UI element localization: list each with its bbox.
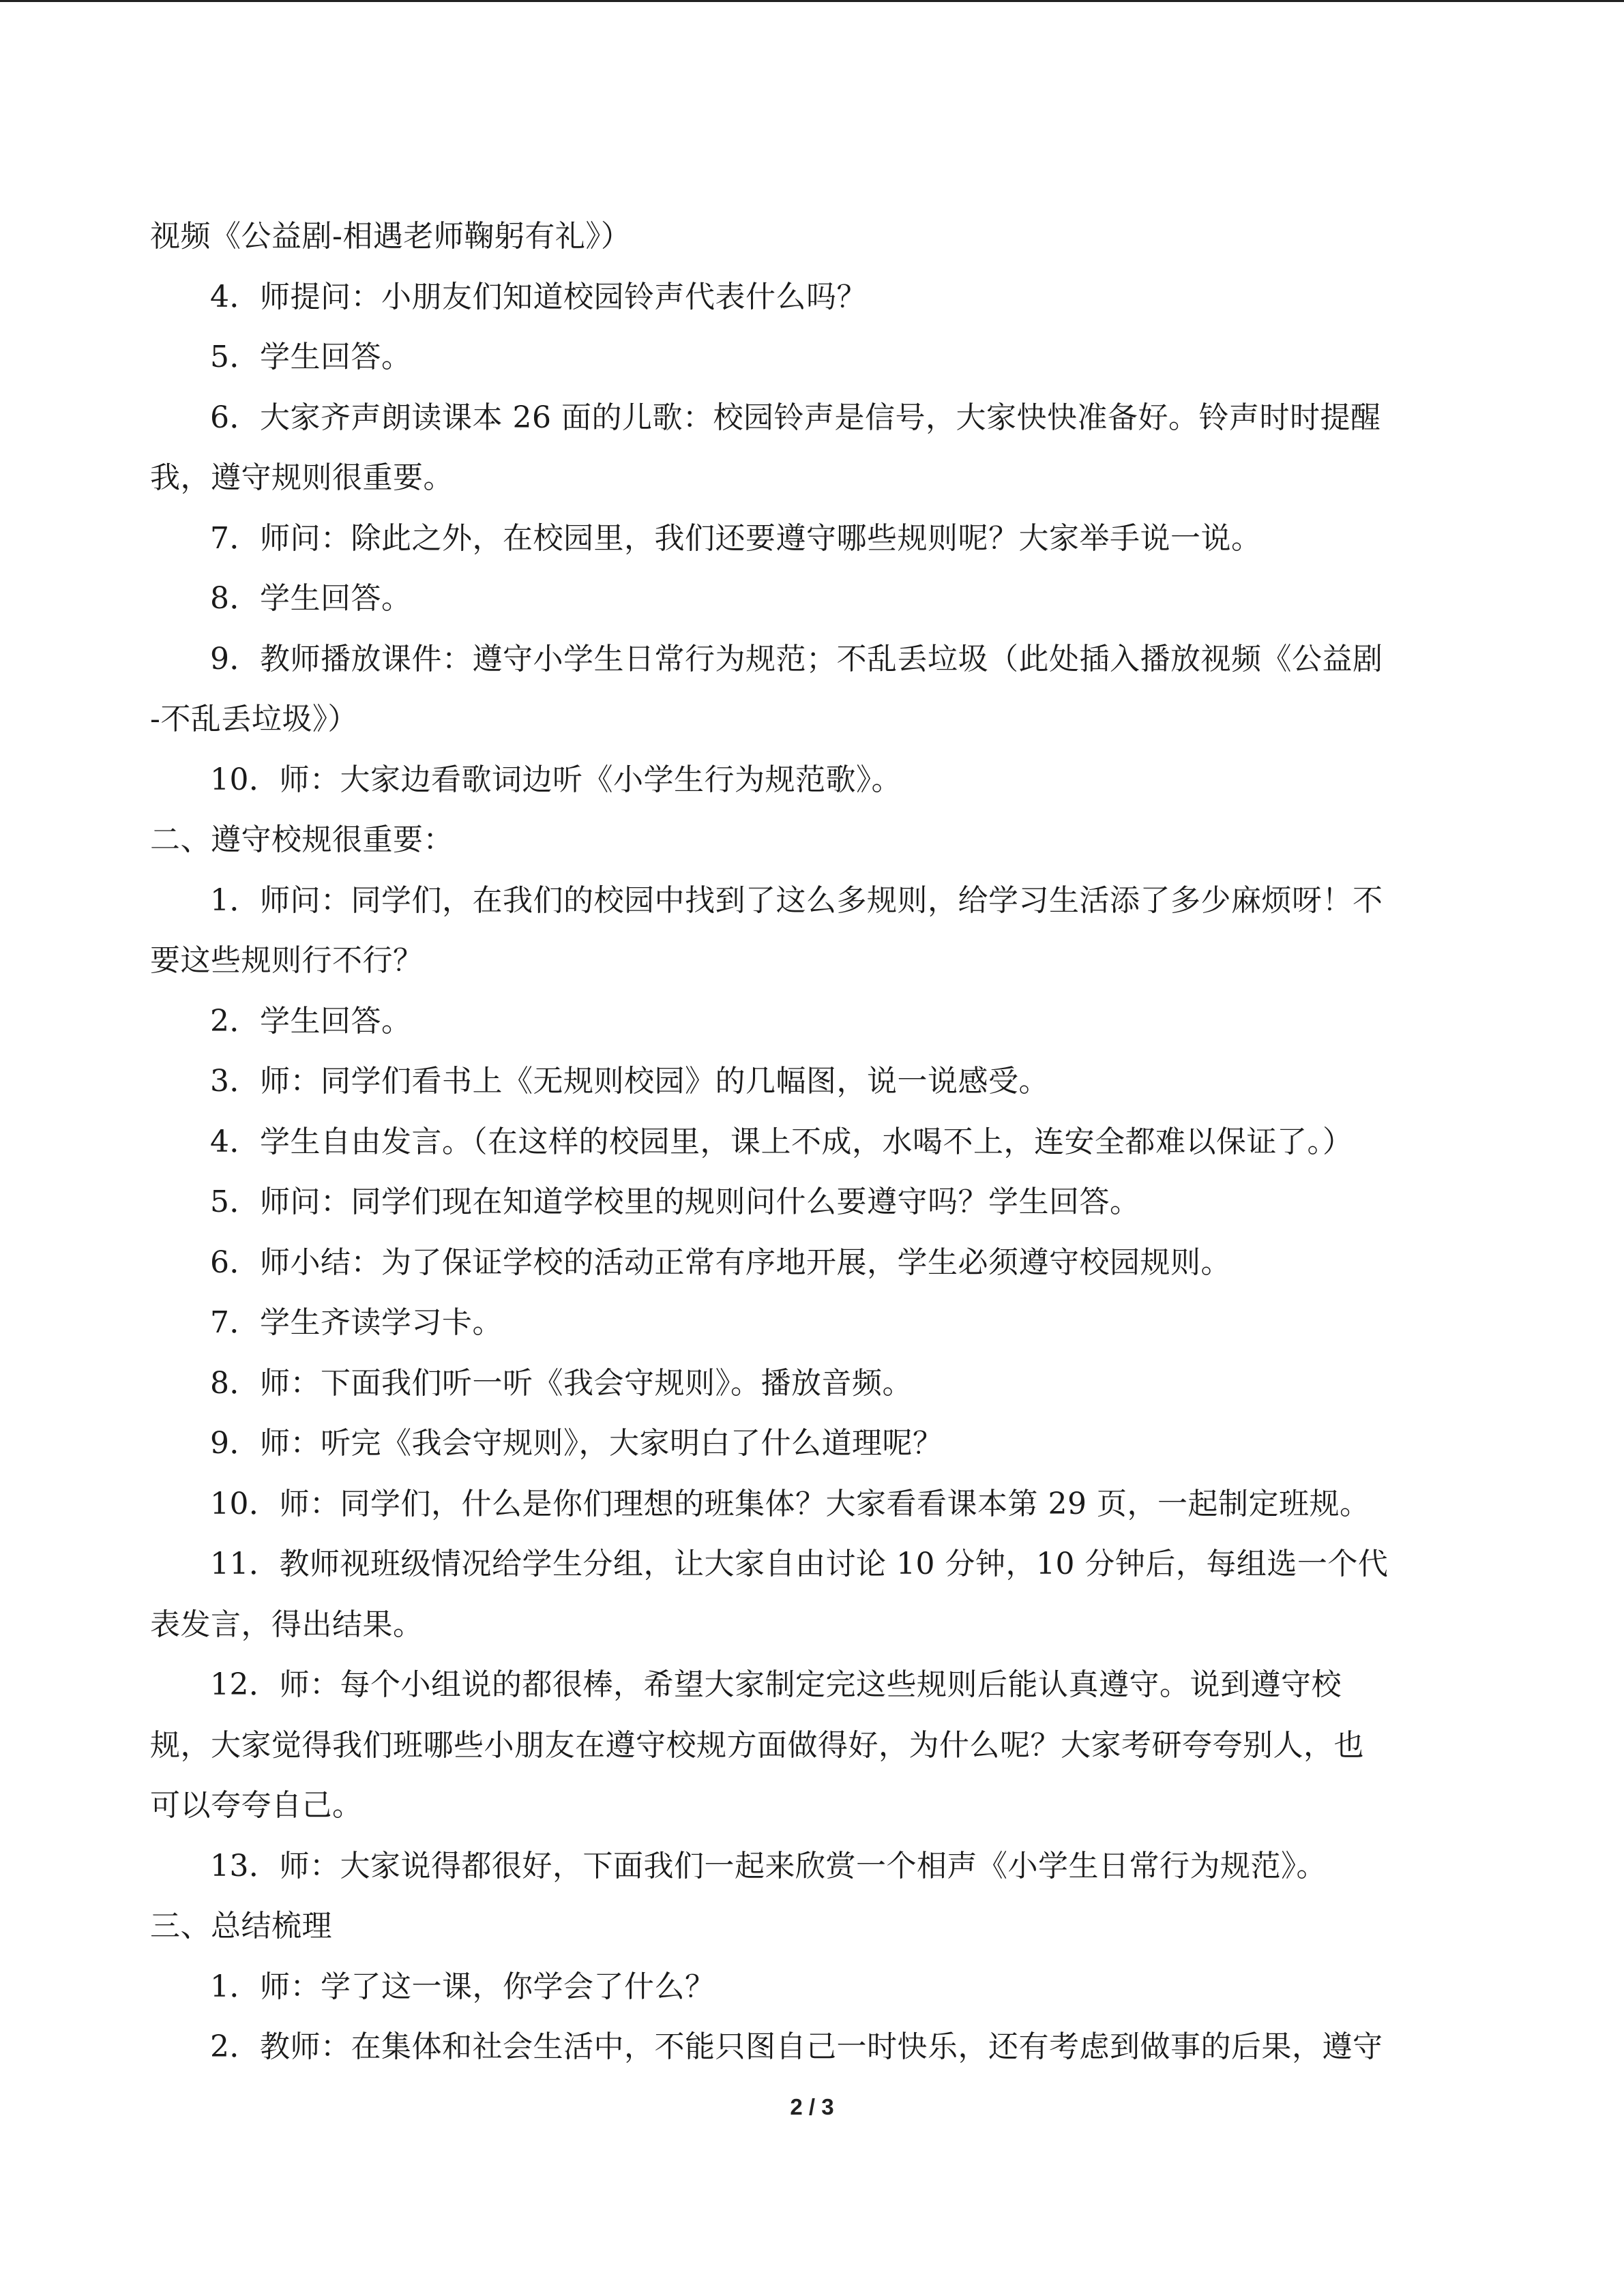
page-number: 2 / 3 — [790, 2094, 834, 2119]
text-line: 8．师：下面我们听一听《我会守规则》。播放音频。 — [210, 1365, 913, 1401]
text-line: -不乱丢垃圾》） — [150, 702, 358, 736]
text-line: 1．师问：同学们，在我们的校园中找到了这么多规则，给学习生活添了多少麻烦呀！不 — [210, 882, 1383, 918]
text-line: 8．学生回答。 — [210, 581, 412, 616]
text-line: 4．师提问：小朋友们知道校园铃声代表什么吗？ — [210, 279, 867, 314]
document-body — [150, 207, 1477, 2078]
text-line: 要这些规则行不行？ — [150, 943, 424, 978]
text-line: 5．学生回答。 — [210, 340, 412, 374]
text-line: 10．师：同学们，什么是你们理想的班集体？大家看看课本第 29 页，一起制定班规。 — [210, 1486, 1370, 1521]
text-line: 3．师：同学们看书上《无规则校园》的几幅图，说一说感受。 — [210, 1064, 1049, 1099]
text-line: 13．师：大家说得都很好，下面我们一起来欣赏一个相声《小学生日常行为规范》。 — [210, 1848, 1327, 1883]
text-line: 6．大家齐声朗读课本 26 面的儿歌：校园铃声是信号，大家快快准备好。铃声时时提醒 — [210, 400, 1381, 435]
text-line: 规，大家觉得我们班哪些小朋友在遵守校规方面做得好，为什么呢？大家考研夸夸别人，也 — [150, 1727, 1364, 1763]
text-line: 可以夸夸自己。 — [150, 1788, 363, 1823]
text-line: 我，遵守规则很重要。 — [150, 460, 454, 495]
text-line: 11．教师视班级情况给学生分组，让大家自由讨论 10 分钟，10 分钟后，每组选一个代 — [210, 1547, 1389, 1581]
text-line: 7．学生齐读学习卡。 — [210, 1305, 503, 1340]
text-line: 9．教师播放课件：遵守小学生日常行为规范；不乱丢垃圾（此处插入播放视频《公益剧 — [210, 641, 1383, 676]
text-line: 1．师：学了这一课，你学会了什么？ — [210, 1969, 715, 2004]
text-line: 7．师问：除此之外，在校园里，我们还要遵守哪些规则呢？大家举手说一说。 — [210, 520, 1262, 556]
text-line: 4．学生自由发言。（在这样的校园里，课上不成，水喝不上，连安全都难以保证了。） — [210, 1124, 1353, 1159]
text-line: 表发言，得出结果。 — [150, 1607, 424, 1642]
text-line: 三、总结梳理 — [150, 1909, 332, 1943]
text-line: 10．师：大家边看歌词边听《小学生行为规范歌》。 — [210, 762, 902, 797]
text-line: 12．师：每个小组说的都很棒，希望大家制定完这些规则后能认真遵守。说到遵守校 — [210, 1667, 1342, 1702]
text-line: 2．教师：在集体和社会生活中，不能只图自己一时快乐，还有考虑到做事的后果，遵守 — [210, 2029, 1383, 2064]
text-line: 视频《公益剧-相遇老师鞠躬有礼》） — [150, 219, 632, 254]
text-line: 9．师：听完《我会守规则》，大家明白了什么道理呢？ — [210, 1426, 943, 1461]
text-line: 6．师小结：为了保证学校的活动正常有序地开展，学生必须遵守校园规则。 — [210, 1244, 1231, 1280]
text-line: 5．师问：同学们现在知道学校里的规则问什么要遵守吗？学生回答。 — [210, 1184, 1140, 1219]
text-line: 二、遵守校规很重要： — [150, 822, 454, 857]
text-line: 2．学生回答。 — [210, 1003, 412, 1039]
